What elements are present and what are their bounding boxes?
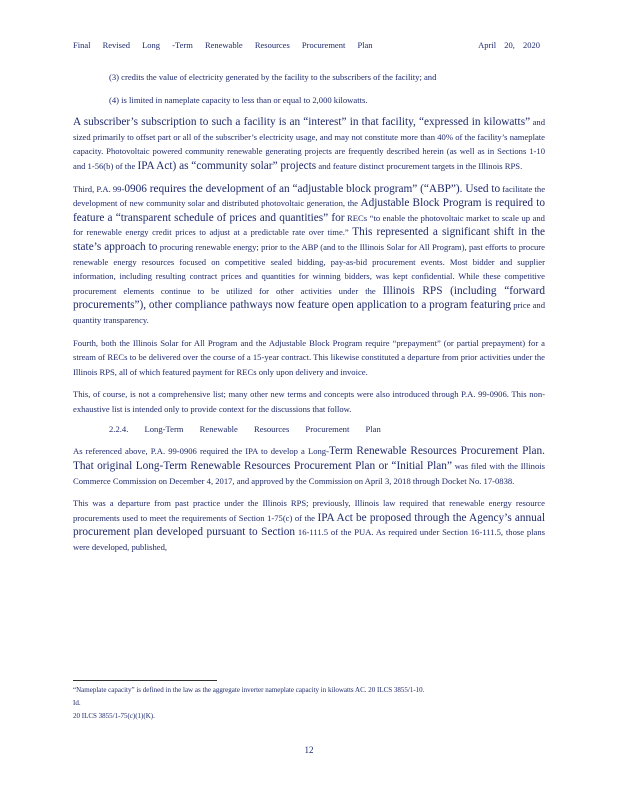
list-item: (4) is limited in nameplate capacity to less than or equal to 2,000 kilowatts. <box>109 94 368 105</box>
paragraph-text: price and quantity transparency. <box>73 300 545 325</box>
paragraph-text: facilitate the development of new community solar and distributed photovoltaic generation, the <box>73 183 546 209</box>
paragraph-text: This was a departure from past practice under the Illinois RPS; previously, Illinois law required that renewable energy resource procurements used to meet the requirements of Section 1-75(c) of the <box>73 498 545 523</box>
paragraph-abp <box>73 182 545 328</box>
paragraph-text: Third, P.A. 99- <box>73 183 125 194</box>
running-header-title: Final Revised Long -Term Renewable Resources Procurement Plan <box>73 40 373 50</box>
paragraph-text: and feature distinct procurement targets in the Illinois RPS. <box>316 160 523 171</box>
paragraph-text: Illinois RPS (including “forward procurements”), other compliance pathways now feature open application to a program featuring <box>73 284 545 312</box>
paragraph-text: procuring renewable energy; prior to the ABP (and to the Illinois Solar for All Program), past efforts to procure renewable energy resources focused on competitive sealed bidding, pay-as-bid procurement events. Most bidder and supplier information, including resulting contract prices and quantities for winning bidders, was kept confidential. While these competitive procurement elements continue to be utilized for other activities under the <box>73 241 545 296</box>
paragraph-text: IPA Act) as “community solar” projects <box>137 159 317 172</box>
paragraph-context: This, of course, is not a comprehensive list; many other new terms and concepts were also introduced through P.A. 99-0906. This non-exhaustive list is intended only to provide context for the discussions that follow. <box>73 389 545 414</box>
footnote: “Nameplate capacity” is defined in the law as the aggregate inverter nameplate capacity in kilowatts AC. 20 ILCS 3855/1-10. <box>73 686 425 694</box>
footnote: Id. <box>73 699 81 707</box>
running-header-date: April 20, 2020 <box>478 40 540 50</box>
paragraph-departure <box>73 496 545 554</box>
paragraph-text: and sized primarily to offset part or all of the subscriber’s electricity usage, and may not constitute more than 40% of the facility’s nameplate capacity. Photovoltaic powered community renewable generating projects are frequently described herein (as well as in Sections 1-10 and 1-56(b) of the <box>73 117 546 171</box>
paragraph-prepayment: Fourth, both the Illinois Solar for All Program and the Adjustable Block Program require “prepayment” (or partial prepayment) for a stream of RECs to be delivered over the course of a 15-year contract. This likewise constituted a departure from prior activities under the Illinois RPS, all of which featured payment for RECs only upon delivery and invoice. <box>73 337 545 377</box>
paragraph-community-solar <box>73 115 545 173</box>
paragraph-text: Adjustable Block Program is required to feature a “transparent schedule of prices and quantities” for <box>73 197 545 224</box>
section-heading: 2.2.4. Long-Term Renewable Resources Procurement Plan <box>109 424 381 435</box>
page-body <box>73 70 545 563</box>
footnote-divider <box>73 680 217 681</box>
paragraph-text: Term Renewable Resources Procurement Plan. That original Long-Term Renewable Resources Procurement Plan or “Initial Plan” <box>73 445 545 473</box>
paragraph-text: RECs “to enable the photovoltaic market to scale up and for renewable energy credit prices to adjust at a predictable rate over time.” <box>73 212 545 238</box>
paragraph-text: This represented a significant shift in the state’s approach to <box>73 226 545 253</box>
paragraph-text: A subscriber’s subscription to such a facility is an “interest” in that facility, “expressed in kilowatts” <box>73 116 531 129</box>
paragraph-text: 0906 requires the development of an “adjustable block program” (“ABP”). Used to <box>124 182 501 195</box>
footnote: 20 ILCS 3855/1-75(c)(1)(K). <box>73 712 155 720</box>
paragraph-text: As referenced above, P.A. 99-0906 required the IPA to develop a Long- <box>73 446 329 457</box>
list-item: (3) credits the value of electricity generated by the facility to the subscribers of the facility; and <box>109 72 437 82</box>
page-number: 12 <box>304 745 314 755</box>
paragraph-text: was filed with the Illinois Commerce Commission on December 4, 2017, and approved by the Commission on April 3, 2018 through Docket No. 17-0838. <box>73 461 546 486</box>
paragraph-text: IPA Act be proposed through the Agency’s annual procurement plan developed pursuant to Section <box>73 511 545 539</box>
paragraph-text: 16-111.5 of the PUA. As required under Section 16-111.5, those plans were developed, published, <box>73 527 545 553</box>
paragraph-plan <box>73 444 545 488</box>
